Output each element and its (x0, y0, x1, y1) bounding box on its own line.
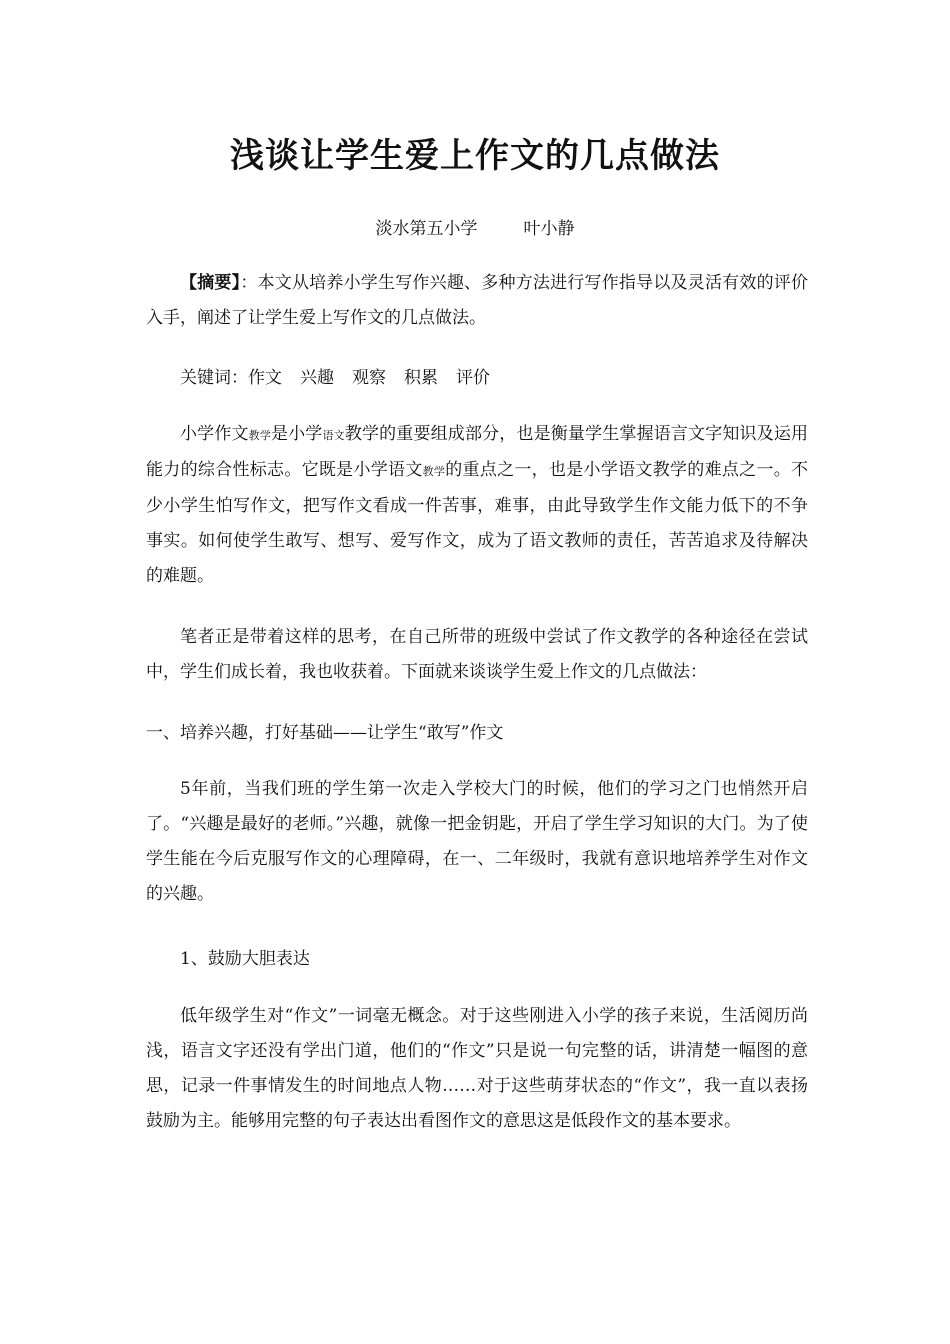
text-run: 是小学 (270, 424, 323, 444)
abstract-label: 【摘要】 (180, 273, 241, 293)
section-heading-1: 一、培养兴趣，打好基础——让学生“敢写”作文 (146, 723, 504, 743)
text-run: 小学作文 (180, 424, 249, 444)
abstract-text: ：本文从培养小学生写作兴趣、多种方法进行写作指导以及灵活有效的评价入手，阐述了让学生爱上写作文的几点做法。 (146, 273, 809, 328)
text-run-small: 语文 (322, 429, 345, 442)
author-name: 叶小静 (523, 219, 575, 239)
author-school: 淡水第五小学 (375, 219, 478, 239)
text-run-small: 教学 (248, 429, 271, 442)
keyword-item: 观察 (352, 368, 386, 388)
keyword-item: 兴趣 (300, 368, 334, 388)
text-run: 的重点之一，也是小学语文教学的难点之一。不少小学生怕写作文，把写作文看成一件苦事，难事，由此导致学生作文能力低下的不争事实。如何使学生敢写、想写、爱写作文，成为了语文教师的责任，苦苦追求及待解决的难题。 (146, 460, 809, 586)
subheading-1: 1、鼓励大胆表达 (180, 949, 310, 969)
body-paragraph-3: 5年前，当我们班的学生第一次走入学校大门的时候，他们的学习之门也悄然开启了。“兴趣是最好的老师。”兴趣，就像一把金钥匙，开启了学生学习知识的大门。为了使学生能在今后克服写作文的心理障碍，在一、二年级时，我就有意识地培养学生对作文的兴趣。 (146, 779, 808, 904)
keyword-item: 评价 (456, 368, 490, 388)
body-paragraph-1 (146, 417, 808, 594)
keyword-item: 积累 (404, 368, 438, 388)
text-run: 教学的重要组成部分，也是衡量学生掌握语言文字知识及运用能力的综合性标志。它既是小学语文 (146, 424, 809, 480)
abstract-paragraph (146, 266, 808, 336)
author-line (0, 214, 950, 239)
keywords-label: 关键词： (180, 368, 248, 388)
keywords-line (146, 361, 808, 396)
body-paragraph-2: 笔者正是带着这样的思考，在自己所带的班级中尝试了作文教学的各种途径在尝试中，学生们成长着，我也收获着。下面就来谈谈学生爱上作文的几点做法： (146, 627, 808, 682)
document-title: 浅谈让学生爱上作文的几点做法 (230, 136, 720, 176)
body-paragraph-4: 低年级学生对“作文”一词毫无概念。对于这些刚进入小学的孩子来说，生活阅历尚浅，语言文字还没有学出门道，他们的“作文”只是说一句完整的话，讲清楚一幅图的意思，记录一件事情发生的时间地点人物……对于这些萌芽状态的“作文”，我一直以表扬鼓励为主。能够用完整的句子表达出看图作文的意思这是低段作文的基本要求。 (146, 1006, 808, 1131)
text-run-small: 教学 (422, 465, 446, 478)
keyword-item: 作文 (248, 368, 282, 388)
